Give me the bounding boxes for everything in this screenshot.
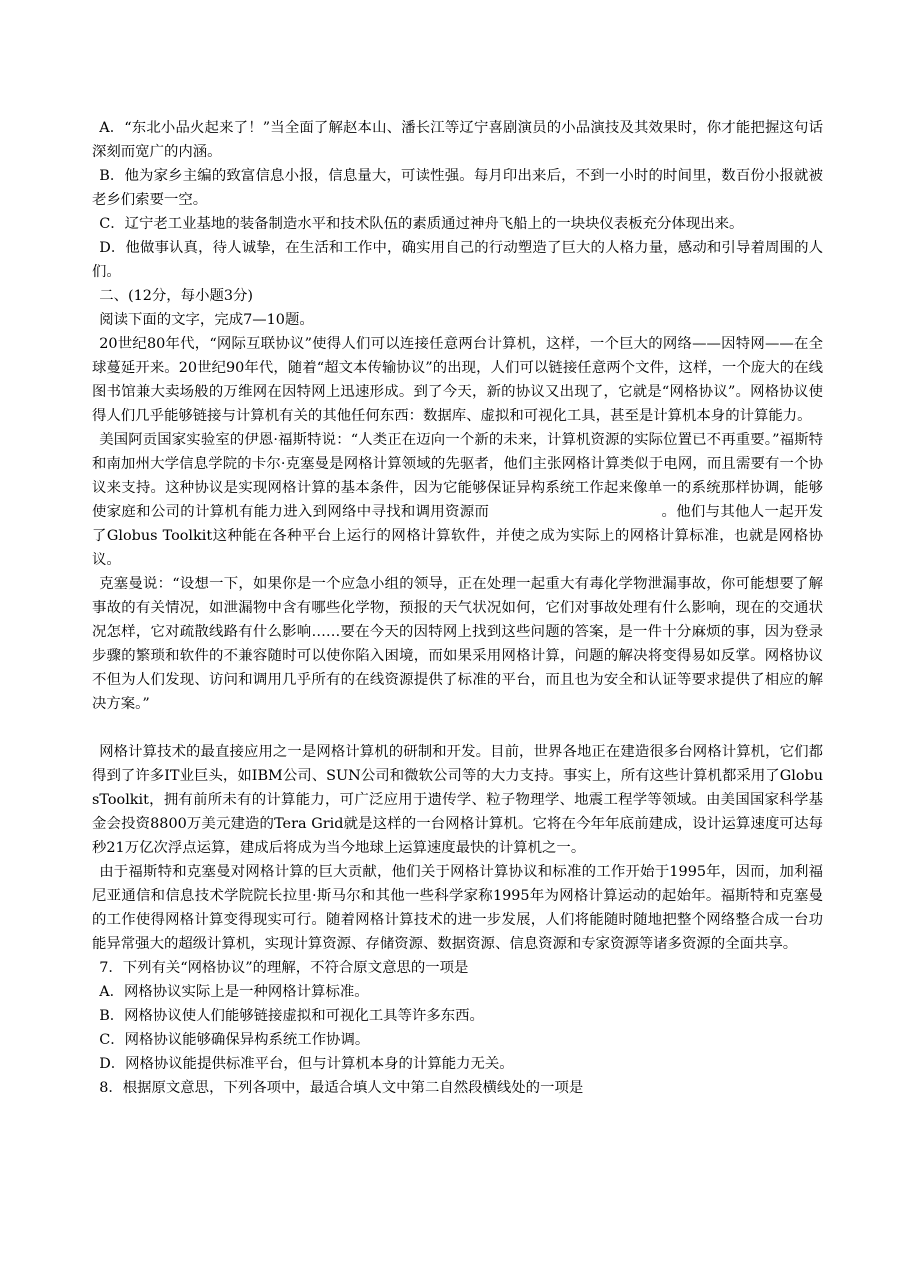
question-6-option-c: C．辽宁老工业基地的装备制造水平和技术队伍的素质通过神舟飞船上的一块块仪表板充分体现出来。 (99, 216, 744, 232)
question-6-option-b: B．他为家乡主编的致富信息小报，信息量大，可读性强。每月印出来后，不到一小时的时间里，数百份小报就被老乡们索要一空。 (92, 168, 823, 208)
question-7-stem: 7．下列有关“网格协议”的理解，不符合原文意思的一项是 (99, 960, 469, 976)
question-8-stem: 8．根据原文意思，下列各项中，最适合填人文中第二自然段横线处的一项是 (99, 1080, 584, 1096)
question-7-option-c: C．网格协议能够确保异构系统工作协调。 (99, 1032, 370, 1048)
reading-instruction: 阅读下面的文字，完成7—10题。 (99, 312, 314, 328)
section-heading: 二、(12分，每小题3分) (99, 288, 254, 304)
passage-paragraph-1: 20世纪80年代，“网际互联协议”使得人们可以连接任意两台计算机，这样，一个巨大的网络——因特网——在全球蔓延开来。20世纪90年代，随着“超文本传输协议”的出现，人们可以链接任意两个文件，这样，一个庞大的在线图书馆兼大卖场般的万维网在因特网上迅速形成。到了今天，新的协议又出现了，它就是“网格协议”。网格协议使得人们几乎能够链接与计算机有关的其他任何东西：数据库、虚拟和可视化工具，甚至是计算机本身的计算能力。 (92, 336, 823, 424)
passage-paragraph-4: 网格计算技术的最直接应用之一是网格计算机的研制和开发。目前，世界各地正在建造很多台网格计算机，它们都得到了许多IT业巨头，如IBM公司、SUN公司和微软公司等的大力支持。事实上，所有这些计算机都采用了GlobusToolkit，拥有前所未有的计算能力，可广泛应用于遗传学、粒子物理学、地震工程学等领域。由美国国家科学基金会投资8800万美元建造的Tera Grid就是这样的一台网格计算机。它将在今年年底前建成，设计运算速度可达每秒21万亿次浮点运算，建成后将成为当今地球上运算速度最快的计算机之一。 (92, 744, 823, 856)
passage-paragraph-2-before-blank: 美国阿贡国家实验室的伊恩·福斯特说：“人类正在迈向一个新的未来，计算机资源的实际位置已不再重要。”福斯特和南加州大学信息学院的卡尔·克塞曼是网格计算领域的先驱者，他们主张网格计算类似于电网，而且需要有一个协议来支持。这种协议是实现网格计算的基本条件，因为它能够保证异构系统工作起来像单一的系统那样协调，能够使家庭和公司的计算机有能力进入到网络中寻找和调用资源而 (92, 432, 823, 520)
passage-paragraph-3: 克塞曼说：“设想一下，如果你是一个应急小组的领导，正在处理一起重大有毒化学物泄漏事故，你可能想要了解事故的有关情况，如泄漏物中含有哪些化学物，预报的天气状况如何，它们对事故处理有什么影响，现在的交通状况怎样，它对疏散线路有什么影响……要在今天的因特网上找到这些问题的答案，是一件十分麻烦的事，因为登录步骤的繁琐和软件的不兼容随时可以使你陷入困境，而如果采用网格计算，问题的解决将变得易如反掌。网格协议不但为人们发现、访问和调用几乎所有的在线资源提供了标准的平台，而且也为安全和认证等要求提供了相应的解决方案。” (92, 576, 823, 712)
question-6-option-d: D．他做事认真，待人诚挚，在生活和工作中，确实用自己的行动塑造了巨大的人格力量，感动和引导着周围的人们。 (92, 240, 823, 280)
question-6-option-a: A．“东北小品火起来了！”当全面了解赵本山、潘长江等辽宁喜剧演员的小品演技及其效果时，你才能把握这句话深刻而宽广的内涵。 (92, 120, 823, 160)
passage-paragraph-2-after-blank: 。他们与其他人一起开发了Globus Toolkit这种能在各种平台上运行的网格计算软件，并使之成为实际上的网格计算标准，也就是网格协议。 (92, 504, 823, 568)
question-7-option-a: A．网格协议实际上是一种网格计算标准。 (99, 984, 369, 1000)
paragraph-spacer (92, 716, 823, 740)
passage-paragraph-5: 由于福斯特和克塞曼对网格计算的巨大贡献，他们关于网格计算协议和标准的工作开始于1995年，因而，加利福尼亚通信和信息技术学院院长拉里·斯马尔和其他一些科学家称1995年为网格计算运动的起始年。福斯特和克塞曼的工作使得网格计算变得现实可行。随着网格计算技术的进一步发展，人们将能随时随地把整个网络整合成一台功能异常强大的超级计算机，实现计算资源、存储资源、数据资源、信息资源和专家资源等诸多资源的全面共享。 (92, 864, 823, 952)
passage-paragraph-2 (92, 428, 823, 572)
question-7-option-d: D．网格协议能提供标准平台，但与计算机本身的计算能力无关。 (99, 1056, 514, 1072)
question-7-option-b: B．网格协议使人们能够链接虚拟和可视化工具等许多东西。 (99, 1008, 484, 1024)
